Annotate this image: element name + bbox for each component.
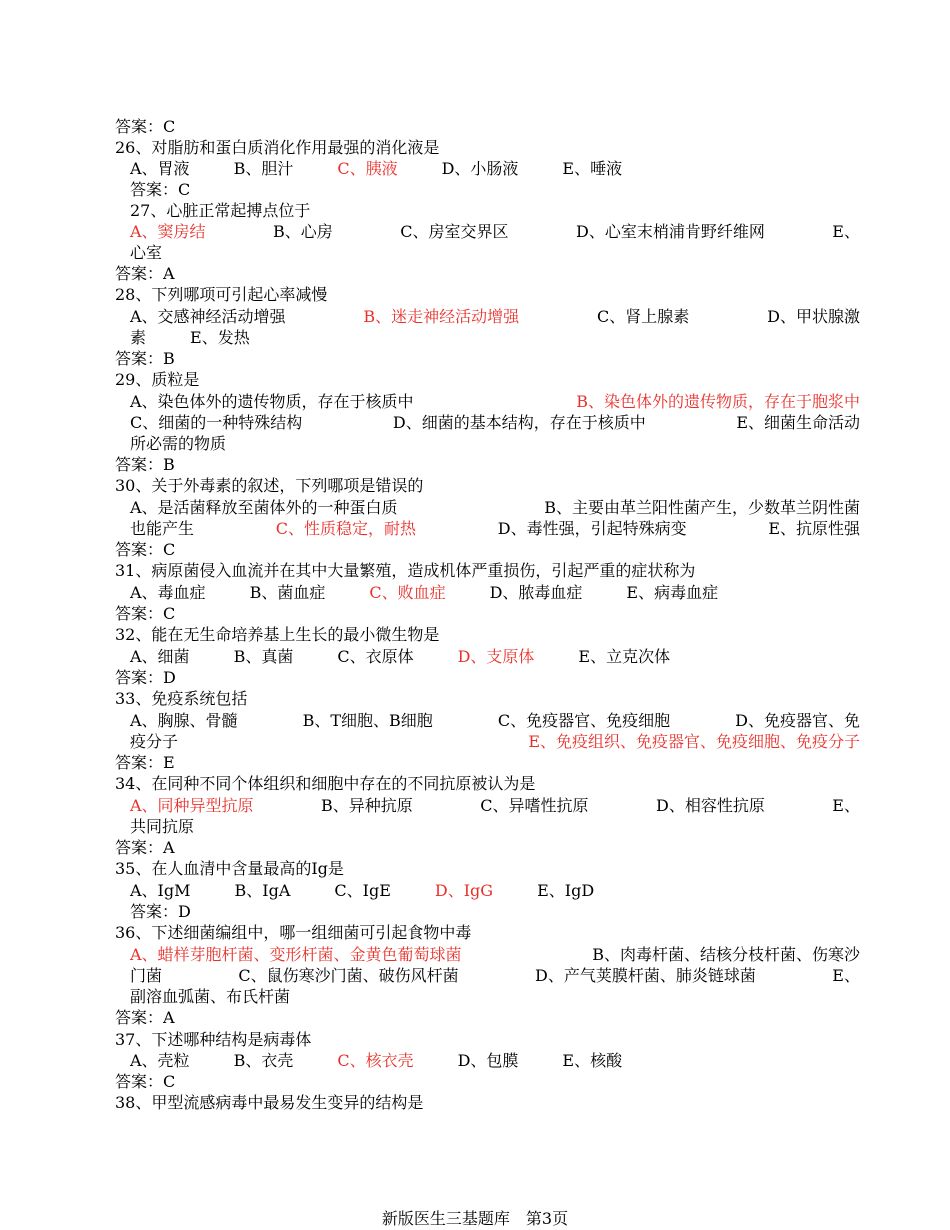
option-item: B、主要由革兰阳性菌产生，少数革兰阴性菌 [544,498,860,517]
option-row [130,306,860,327]
option-row [130,795,860,816]
option-item: B、菌血症 [249,583,326,602]
option-item: 也能产生 [130,519,195,538]
question-text: 31、病原菌侵入血流并在其中大量繁殖，造成机体严重损伤，引起严重的症状称为 [115,561,696,580]
option-item: B、IgA [234,881,291,900]
option-item: D、小肠液 [441,159,519,178]
option-item: A、IgM [130,881,191,900]
question-text: 27、心脏正常起搏点位于 [130,201,311,220]
option-row [130,497,860,518]
question-text: 副溶血弧菌、布氏杆菌 [130,987,291,1006]
option-row [130,158,860,179]
question-text: 26、对脂肪和蛋白质消化作用最强的消化液是 [115,138,440,157]
option-row [130,582,860,603]
option-item: C、性质稳定，耐热 [275,519,416,538]
option-row [130,518,860,539]
option-item: D、IgG [434,881,494,900]
question-text: 36、下述细菌编组中，哪一组细菌可引起食物中毒 [115,923,472,942]
option-row [130,1050,860,1071]
option-item: C、免疫器官、免疫细胞 [497,711,671,730]
option-item: E、核酸 [562,1051,623,1070]
option-item: B、胆汁 [233,159,294,178]
option-item: A、染色体外的遗传物质，存在于核质中 [130,392,414,411]
option-row [130,965,860,986]
question-text: 共同抗原 [130,817,195,836]
option-item: E、唾液 [562,159,623,178]
option-item: A、壳粒 [130,1051,190,1070]
answer-line: 答案：E [115,753,175,772]
option-item: D、细菌的基本结构，存在于核质中 [392,413,646,432]
option-item: E、立克次体 [578,647,671,666]
option-row [130,710,860,731]
option-row [130,221,860,242]
option-item: B、肉毒杆菌、结核分枝杆菌、伤寒沙 [592,945,860,964]
option-item: E、IgD [537,881,595,900]
option-item: A、窦房结 [130,222,206,241]
option-item: A、蜡样芽胞杆菌、变形杆菌、金黄色葡萄球菌 [130,945,462,964]
option-row [130,944,860,965]
answer-line: 答案：C [115,1072,176,1091]
option-item: B、异种抗原 [321,796,413,815]
option-item: D、产气荚膜杆菌、肺炎链球菌 [535,966,756,985]
option-item: C、鼠伤寒沙门菌、破伤风杆菌 [238,966,459,985]
option-item: C、IgE [334,881,391,900]
question-text: 38、甲型流感病毒中最易发生变异的结构是 [115,1093,424,1112]
page-footer: 新版医生三基题库 第3页 [381,1209,569,1228]
option-item: B、T细胞、B细胞 [302,711,433,730]
option-item: D、脓毒血症 [489,583,583,602]
option-item: E、免疫组织、免疫器官、免疫细胞、免疫分子 [528,732,860,751]
option-row [130,412,860,433]
answer-line: 答案：B [115,455,175,474]
option-item: D、支原体 [457,647,535,666]
option-item: E、病毒血症 [626,583,719,602]
answer-line: 答案：C [115,604,176,623]
option-item: A、交感神经活动增强 [130,307,286,326]
question-text: 33、免疫系统包括 [115,689,248,708]
option-item: A、胸腺、骨髓 [130,711,238,730]
answer-line: 答案：D [115,668,176,687]
option-item: B、迷走神经活动增强 [363,307,520,326]
option-item: A、是活菌释放至菌体外的一种蛋白质 [130,498,398,517]
option-item: C、异嗜性抗原 [480,796,589,815]
option-item: B、真菌 [233,647,294,666]
question-text: 所必需的物质 [130,434,227,453]
option-row [130,327,860,348]
option-item: C、败血症 [369,583,446,602]
option-item: 疫分子 [130,732,179,751]
option-item: D、包膜 [457,1051,519,1070]
option-item: A、细菌 [130,647,190,666]
option-item: D、心室末梢浦肯野纤维网 [575,222,765,241]
option-item: C、核衣壳 [337,1051,414,1070]
option-row [130,391,860,412]
answer-line: 答案：C [130,180,191,199]
option-item: C、房室交界区 [400,222,509,241]
question-text: 30、关于外毒素的叙述，下列哪项是错误的 [115,476,424,495]
option-item: A、毒血症 [130,583,206,602]
option-item: C、肾上腺素 [597,307,690,326]
option-item: D、相容性抗原 [655,796,765,815]
option-item: D、甲状腺激 [767,307,860,326]
option-item: E、细菌生命活动 [736,413,860,432]
option-item: 门菌 [130,966,163,985]
option-item: 素 [130,328,147,347]
option-item: E、发热 [190,328,250,347]
answer-line: 答案：C [115,540,176,559]
answer-line: 答案：B [115,349,175,368]
option-item: C、细菌的一种特殊结构 [130,413,303,432]
option-item: A、胃液 [130,159,190,178]
question-text: 32、能在无生命培养基上生长的最小微生物是 [115,625,440,644]
question-text: 34、在同种不同个体组织和细胞中存在的不同抗原被认为是 [115,774,536,793]
option-item: D、毒性强，引起特殊病变 [497,519,687,538]
answer-line: 答案：A [115,838,175,857]
option-item: C、衣原体 [337,647,414,666]
option-item: B、衣壳 [233,1051,294,1070]
option-item: A、同种异型抗原 [130,796,254,815]
option-item: E、抗原性强 [768,519,860,538]
question-text: 29、质粒是 [115,370,200,389]
question-text: 37、下述哪种结构是病毒体 [115,1030,312,1049]
option-item: E、 [832,796,860,815]
option-row [130,731,860,752]
question-text: 心室 [130,243,163,262]
question-text: 35、在人血清中含量最高的Ig是 [115,859,344,878]
option-item: C、胰液 [337,159,398,178]
option-row [130,646,860,667]
option-item: D、免疫器官、免 [735,711,860,730]
answer-line: 答案：A [115,264,175,283]
option-row [130,880,860,901]
answer-line: 答案：A [115,1008,175,1027]
option-item: B、心房 [273,222,333,241]
answer-line: 答案：C [115,117,176,136]
option-item: B、染色体外的遗传物质，存在于胞浆中 [576,392,860,411]
answer-line: 答案：D [130,902,191,921]
question-text: 28、下列哪项可引起心率减慢 [115,285,328,304]
option-item: E、 [832,966,860,985]
option-item: E、 [832,222,860,241]
